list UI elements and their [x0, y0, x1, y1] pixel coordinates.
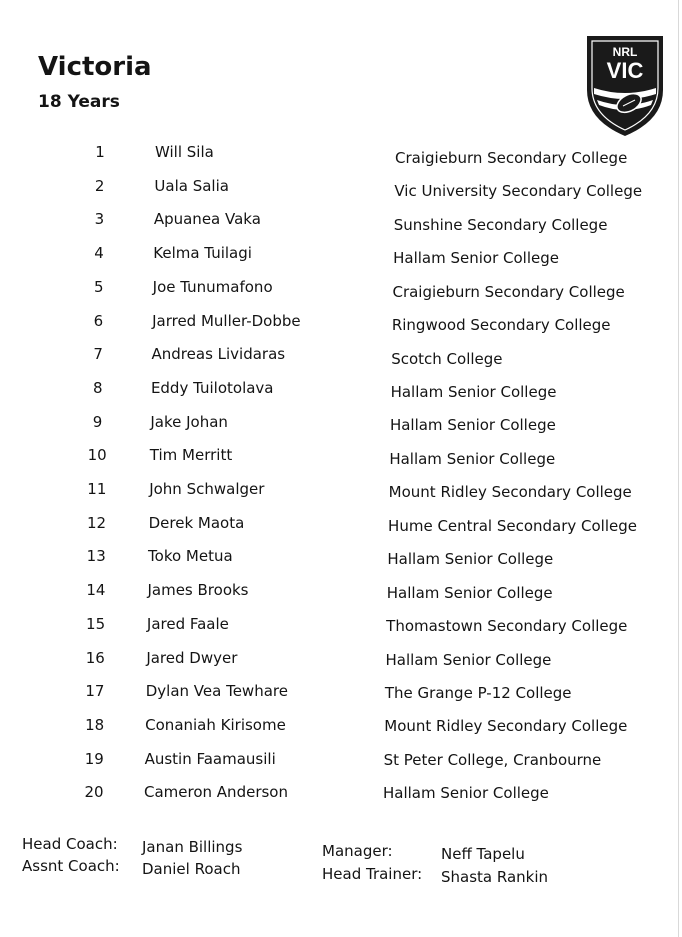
player-number: 3	[94, 210, 105, 229]
player-school: Hallam Senior College	[390, 383, 557, 402]
player-school: Sunshine Secondary College	[393, 215, 608, 234]
player-number: 8	[93, 378, 103, 397]
player-name: Austin Faamausili	[144, 749, 276, 768]
player-school: Scotch College	[391, 349, 503, 368]
player-school: St Peter College, Cranbourne	[383, 750, 602, 769]
player-name: James Brooks	[147, 581, 249, 600]
player-number: 7	[93, 345, 103, 364]
player-school: Hallam Senior College	[383, 784, 549, 803]
player-school: Craigieburn Secondary College	[395, 149, 628, 167]
player-number: 16	[85, 648, 105, 667]
player-number: 15	[86, 614, 106, 633]
player-school: Hallam Senior College	[389, 449, 556, 468]
player-name: Eddy Tuilotolava	[150, 378, 274, 397]
player-school: Mount Ridley Secondary College	[384, 717, 628, 736]
player-school: Hallam Senior College	[387, 550, 554, 569]
player-school: The Grange P-12 College	[384, 683, 572, 702]
player-name: Cameron Anderson	[144, 783, 288, 802]
player-number: 19	[84, 749, 104, 768]
player-name: Apuanea Vaka	[153, 210, 261, 229]
player-name: Will Sila	[155, 143, 214, 161]
player-name: Conaniah Kirisome	[145, 715, 286, 734]
player-name: Jared Faale	[146, 614, 229, 633]
player-name: Uala Salia	[154, 176, 229, 195]
logo-text-vic: VIC	[606, 58, 644, 83]
player-number: 13	[86, 547, 106, 566]
page-subtitle: 18 Years	[38, 92, 120, 112]
player-name: John Schwalger	[149, 480, 265, 498]
player-number: 12	[86, 513, 107, 532]
player-name: Jarred Muller-Dobbe	[152, 311, 301, 330]
logo-text-nrl: NRL	[612, 45, 638, 59]
player-number: 9	[92, 412, 103, 431]
head-coach-label: Head Coach:	[22, 835, 118, 853]
player-school: Vic University Secondary College	[394, 182, 643, 201]
player-name: Jared Dwyer	[146, 648, 238, 667]
player-name: Joe Tunumafono	[152, 277, 273, 296]
player-name: Jake Johan	[150, 412, 228, 431]
player-number: 4	[94, 244, 104, 263]
player-number: 5	[93, 277, 104, 296]
player-number: 17	[85, 682, 105, 701]
player-school: Hallam Senior College	[385, 650, 552, 669]
asst-coach-name: Daniel Roach	[142, 860, 241, 878]
player-number: 11	[87, 480, 107, 498]
player-name: Tim Merritt	[149, 446, 233, 465]
player-number: 20	[84, 783, 104, 802]
player-number: 18	[85, 715, 105, 734]
player-name: Toko Metua	[148, 547, 233, 566]
page-title: Victoria	[38, 52, 152, 82]
player-number: 14	[86, 581, 106, 600]
player-number: 2	[94, 176, 105, 195]
manager-label: Manager:	[322, 842, 393, 860]
player-school: Hume Central Secondary College	[388, 516, 637, 535]
manager-name: Neff Tapelu	[441, 845, 525, 863]
head-trainer-label: Head Trainer:	[322, 865, 423, 883]
player-name: Andreas Lividaras	[151, 345, 286, 364]
player-number: 1	[95, 143, 105, 161]
player-school: Mount Ridley Secondary College	[388, 483, 632, 502]
player-school: Ringwood Secondary College	[391, 316, 611, 335]
player-name: Kelma Tuilagi	[153, 244, 252, 263]
player-school: Hallam Senior College	[393, 249, 559, 268]
player-number: 6	[93, 311, 104, 330]
player-school: Thomastown Secondary College	[386, 617, 628, 636]
asst-coach-label: Assnt Coach:	[22, 857, 120, 875]
player-name: Dylan Vea Tewhare	[145, 682, 288, 701]
page-edge-line	[678, 0, 679, 937]
player-school: Hallam Senior College	[389, 416, 556, 435]
player-name: Derek Maota	[148, 513, 245, 532]
player-school: Craigieburn Secondary College	[392, 282, 625, 301]
player-number: 10	[87, 446, 107, 465]
head-trainer-name: Shasta Rankin	[441, 868, 549, 886]
player-school: Hallam Senior College	[386, 583, 553, 602]
head-coach-name: Janan Billings	[142, 838, 243, 856]
